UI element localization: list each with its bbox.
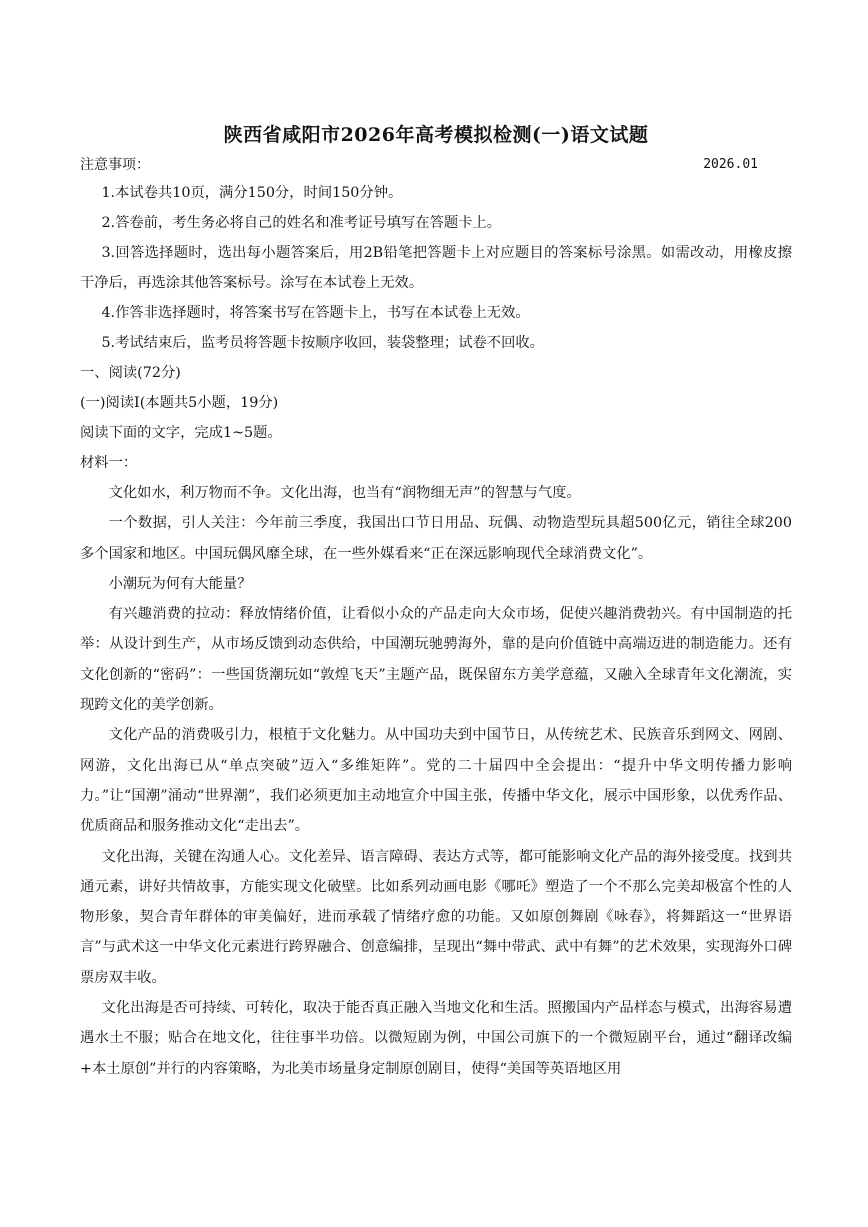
reading-instruction: 阅读下面的文字，完成1~5题。 <box>80 425 282 441</box>
paragraph-4: 有兴趣消费的拉动：释放情绪价值，让看似小众的产品走向大众市场，促使兴趣消费勃兴。有中国制造的托举：从设计到生产，从市场反馈到动态供给，中国潮玩驰骋海外，靠的是向价值链中高端迈进的制造能力。还有文化创新的“密码”：一些国货潮玩如“敦煌飞天”主题产品，既保留东方美学意蕴，又融入全球青年文化潮流，实现跨文化的美学创新。 <box>80 606 792 714</box>
section-heading: 一、阅读(72分) <box>80 365 181 381</box>
notice-item-1: 1.本试卷共10页，满分150分，时间150分钟。 <box>101 185 403 201</box>
notice-header <box>80 152 792 178</box>
notice-item-2: 2.答卷前，考生务必将自己的姓名和准考证号填写在答题卡上。 <box>101 215 502 231</box>
paragraph-5: 文化产品的消费吸引力，根植于文化魅力。从中国功夫到中国节日，从传统艺术、民族音乐到网文、网剧、网游，文化出海已从“单点突破”迈入“多维矩阵”。党的二十届四中全会提出：“提升中华文明传播力影响力。”让“国潮”涌动“世界潮”，我们必须更加主动地宣介中国主张，传播中华文化，展示中国形象，以优秀作品、优质商品和服务推动文化“走出去”。 <box>80 727 792 835</box>
exam-title: 陕西省咸阳市2026年高考模拟检测(一)语文试题 <box>223 124 649 146</box>
paragraph-1: 文化如水，利万物而不争。文化出海，也当有“润物细无声”的智慧与气度。 <box>108 485 581 501</box>
exam-date: 2026.01 <box>703 157 758 172</box>
paragraph-7: 文化出海是否可持续、可转化，取决于能否真正融入当地文化和生活。照搬国内产品样态与模式，出海容易遭遇水土不服；贴合在地文化，往往事半功倍。以微短剧为例，中国公司旗下的一个微短剧平台，通过“翻译改编+本土原创”并行的内容策略，为北美市场量身定制原创剧目，使得“美国等英语地区用 <box>80 1000 792 1077</box>
paragraph-3: 小潮玩为何有大能量？ <box>108 575 252 592</box>
material-label: 材料一： <box>80 455 138 471</box>
notice-item-5: 5.考试结束后，监考员将答题卡按顺序收回，装袋整理；试卷不回收。 <box>101 335 544 351</box>
paragraph-6: 文化出海，关键在沟通人心。文化差异、语言障碍、表达方式等，都可能影响文化产品的海外接受度。找到共通元素，讲好共情故事，方能实现文化破壁。比如系列动画电影《哪吒》塑造了一个不那么完美却极富个性的人物形象，契合青年群体的审美偏好，进而承载了情绪疗愈的功能。又如原创舞剧《咏春》，将舞蹈这一“世界语言”与武术这一中华文化元素进行跨界融合、创意编排，呈现出“舞中带武、武中有舞”的艺术效果，实现海外口碑票房双丰收。 <box>80 848 792 986</box>
notice-item-3: 3.回答选择题时，选出每小题答案后，用2B铅笔把答题卡上对应题目的答案标号涂黑。如需改动，用橡皮擦干净后，再选涂其他答案标号。涂写在本试卷上无效。 <box>80 245 792 291</box>
subsection-heading: (一)阅读Ⅰ(本题共5小题，19分) <box>80 395 279 411</box>
notice-label: 注意事项： <box>80 157 150 173</box>
notice-item-4: 4.作答非选择题时，将答案书写在答题卡上，书写在本试卷上无效。 <box>101 305 530 321</box>
paragraph-2: 一个数据，引人关注：今年前三季度，我国出口节日用品、玩偶、动物造型玩具超500亿元，销往全球200多个国家和地区。中国玩偶风靡全球，在一些外媒看来“正在深远影响现代全球消费文化”。 <box>80 515 792 562</box>
